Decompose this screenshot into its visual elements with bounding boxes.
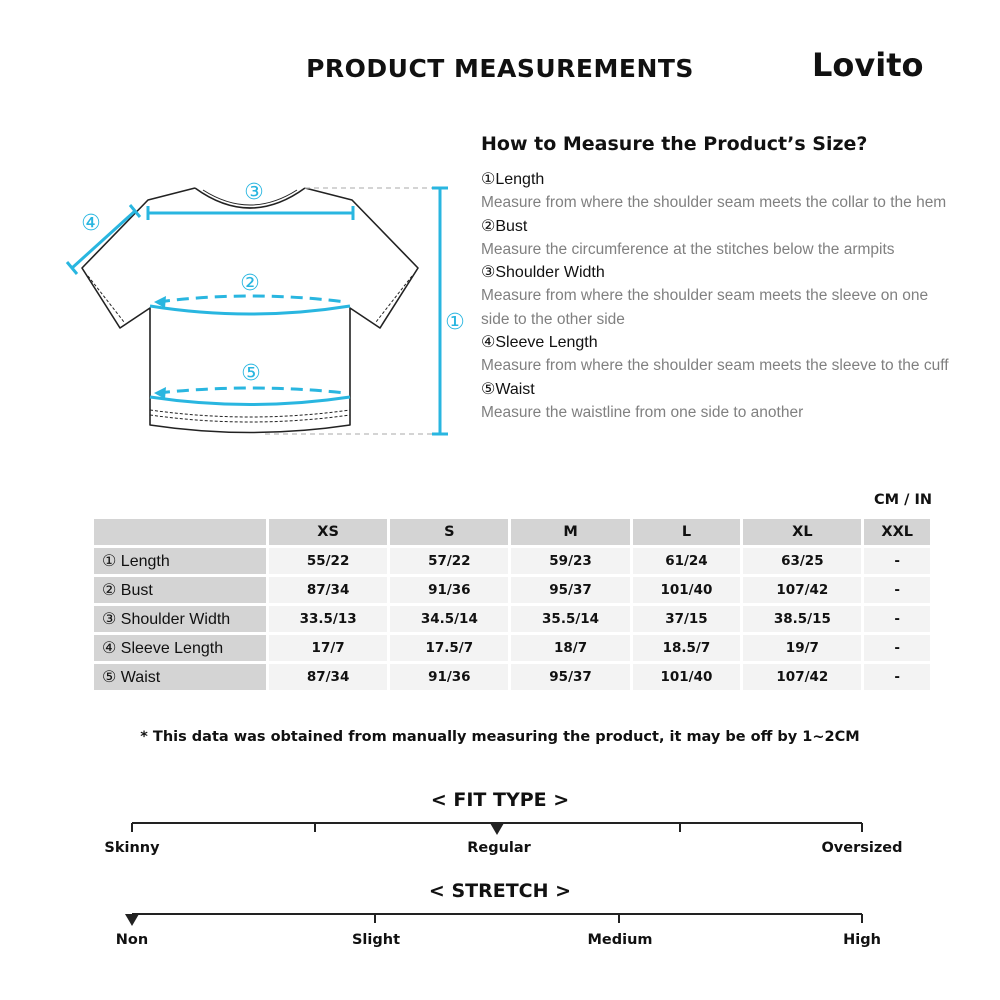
- table-cell: 95/37: [511, 577, 629, 603]
- guide-heading: How to Measure the Product’s Size?: [481, 133, 868, 155]
- table-cell: 55/22: [269, 548, 387, 574]
- table-row: [94, 635, 930, 661]
- stretch-indicator: [125, 914, 139, 926]
- guide-item-desc: Measure from where the shoulder seam meets the sleeve to the cuff: [481, 357, 949, 374]
- guide-item-desc: Measure from where the shoulder seam meets the collar to the hem: [481, 194, 947, 211]
- stretch-label-medium: Medium: [587, 932, 653, 948]
- bust-line: [158, 296, 346, 302]
- waist-line: [158, 388, 346, 393]
- row-label: ⑤ Waist: [94, 664, 266, 690]
- guide-item-desc: Measure the circumference at the stitches below the armpits: [481, 240, 895, 258]
- stretch-label-non: Non: [115, 932, 149, 948]
- table-cell: 34.5/14: [390, 606, 508, 632]
- table-cell: 63/25: [743, 548, 861, 574]
- table-cell: 61/24: [633, 548, 741, 574]
- table-cell: 91/36: [390, 577, 508, 603]
- table-cell: 18.5/7: [633, 635, 741, 661]
- table-cell: 17.5/7: [390, 635, 508, 661]
- table-cell: 107/42: [743, 664, 861, 690]
- fit-type-title: < FIT TYPE >: [430, 789, 570, 811]
- table-cell: 87/34: [269, 577, 387, 603]
- disclaimer-note: * This data was obtained from manually measuring the product, it may be off by 1~2CM: [140, 729, 860, 745]
- table-cell: 38.5/15: [743, 606, 861, 632]
- guide-item-desc: Measure the waistline from one side to another: [481, 403, 804, 421]
- table-cell: -: [864, 635, 930, 661]
- guide-item-desc: Measure from where the shoulder seam meets the sleeve on one side to the other side: [481, 287, 929, 328]
- table-cell: 59/23: [511, 548, 629, 574]
- table-row: [94, 577, 930, 603]
- table-cell: -: [864, 664, 930, 690]
- column-header: S: [390, 519, 508, 545]
- column-header: XS: [269, 519, 387, 545]
- marker-length: ①: [445, 310, 465, 335]
- column-header: XXL: [864, 519, 930, 545]
- guide-item-shoulder-width: [481, 262, 951, 331]
- guide-item-name: ④Sleeve Length: [481, 334, 598, 351]
- table-header-row: [94, 519, 930, 545]
- table-cell: 17/7: [269, 635, 387, 661]
- column-header: L: [633, 519, 741, 545]
- measure-guide: [481, 133, 951, 425]
- fit-type-indicator: [490, 823, 504, 835]
- units-label: CM / IN: [874, 492, 932, 508]
- table-cell: 107/42: [743, 577, 861, 603]
- tshirt-diagram: [60, 175, 465, 445]
- table-cell: 37/15: [633, 606, 741, 632]
- table-cell: 57/22: [390, 548, 508, 574]
- fit-label-regular: Regular: [467, 840, 531, 856]
- marker-sleeve: ④: [81, 211, 101, 236]
- stretch-label-high: High: [843, 932, 881, 948]
- guide-item-name: ⑤Waist: [481, 380, 535, 398]
- table-cell: -: [864, 577, 930, 603]
- stretch-title: < STRETCH >: [428, 880, 572, 902]
- brand-logo: Lovito: [812, 46, 924, 84]
- marker-bust: ②: [240, 271, 260, 296]
- row-label: ① Length: [94, 548, 266, 574]
- marker-waist: ⑤: [241, 361, 261, 386]
- tshirt-outline: [82, 188, 418, 433]
- guide-item-bust: [481, 216, 951, 262]
- table-cell: 95/37: [511, 664, 629, 690]
- marker-shoulder: ③: [244, 180, 264, 205]
- table-cell: 35.5/14: [511, 606, 629, 632]
- table-cell: 101/40: [633, 577, 741, 603]
- row-label: ④ Sleeve Length: [94, 635, 266, 661]
- column-header: M: [511, 519, 629, 545]
- table-cell: 33.5/13: [269, 606, 387, 632]
- table-cell: 87/34: [269, 664, 387, 690]
- table-cell: -: [864, 548, 930, 574]
- table-row: [94, 664, 930, 690]
- table-cell: 19/7: [743, 635, 861, 661]
- table-corner: [94, 519, 266, 545]
- guide-item-sleeve-length: [481, 332, 951, 378]
- row-label: ② Bust: [94, 577, 266, 603]
- size-table: [91, 516, 933, 693]
- guide-item-length: [481, 169, 951, 215]
- guide-item-name: ②Bust: [481, 217, 528, 235]
- guide-item-name: ③Shoulder Width: [481, 264, 605, 281]
- page-title: PRODUCT MEASUREMENTS: [306, 54, 694, 83]
- table-cell: 91/36: [390, 664, 508, 690]
- fit-label-oversized: Oversized: [821, 840, 903, 856]
- table-cell: 18/7: [511, 635, 629, 661]
- table-row: [94, 606, 930, 632]
- table-cell: 101/40: [633, 664, 741, 690]
- guide-item-waist: [481, 379, 951, 425]
- table-row: [94, 548, 930, 574]
- fit-label-skinny: Skinny: [104, 840, 160, 856]
- stretch-label-slight: Slight: [351, 932, 401, 948]
- column-header: XL: [743, 519, 861, 545]
- table-cell: -: [864, 606, 930, 632]
- guide-item-name: ①Length: [481, 171, 545, 188]
- row-label: ③ Shoulder Width: [94, 606, 266, 632]
